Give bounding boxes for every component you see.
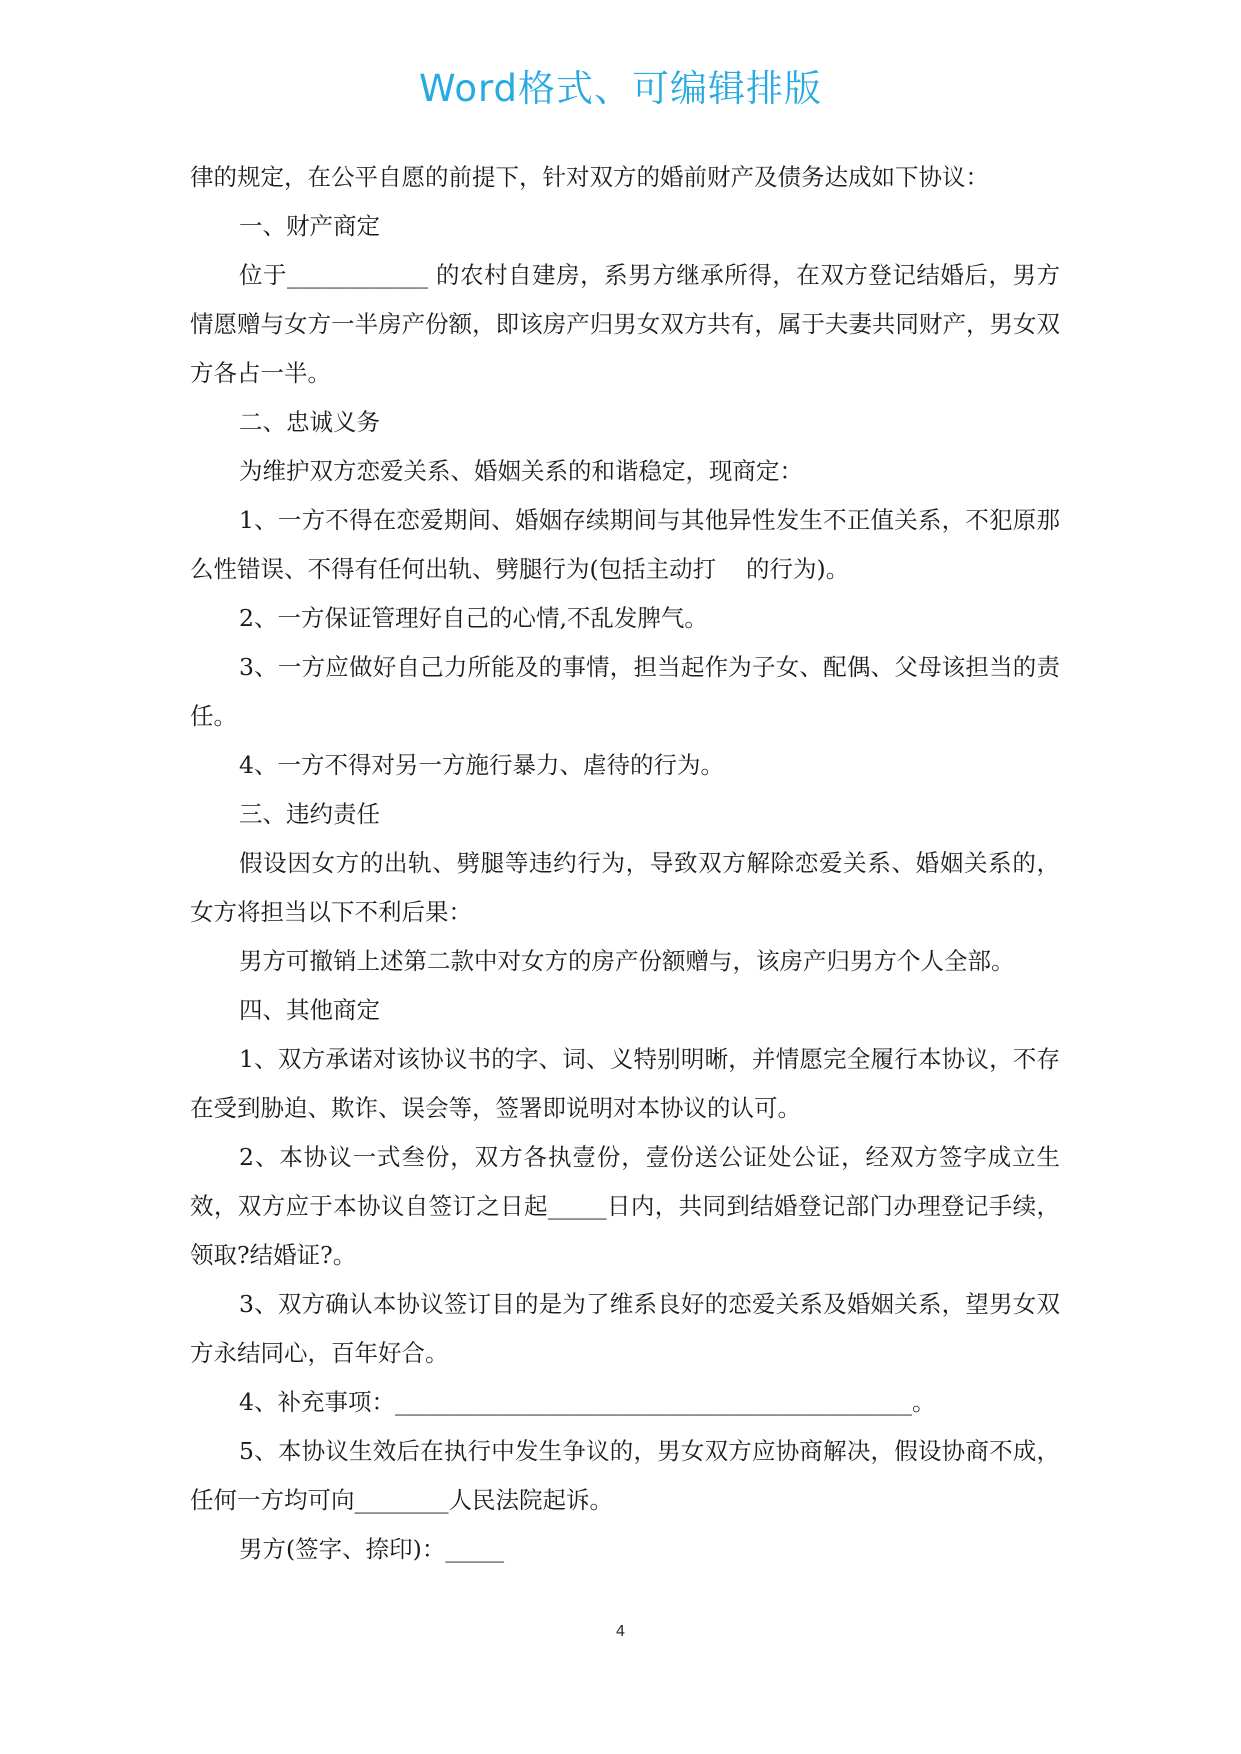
clause: 3、一方应做好自己力所能及的事情，担当起作为子女、配偶、父母该担当的责任。: [190, 653, 1060, 730]
clause: 4、补充事项：____________________________________________。: [239, 1388, 936, 1416]
section-heading: 一、财产商定: [239, 212, 380, 240]
paragraph: 位于____________ 的农村自建房，系男方继承所得，在双方登记结婚后，男方情愿赠与女方一半房产份额，即该房产归男女双方共有，属于夫妻共同财产，男女双方各占一半。: [190, 261, 1060, 387]
paragraph: 为维护双方恋爱关系、婚姻关系的和谐稳定，现商定：: [239, 457, 803, 485]
section-heading: 三、违约责任: [239, 800, 380, 828]
section-heading: 四、其他商定: [239, 996, 380, 1024]
paragraph: 男方可撤销上述第二款中对女方的房产份额赠与，该房产归男方个人全部。: [239, 947, 1015, 975]
page-number: 4: [615, 1622, 626, 1640]
section-heading: 二、忠诚义务: [239, 408, 380, 436]
document-body: [190, 153, 1060, 1574]
clause: 1、双方承诺对该协议书的字、词、义特别明晰，并情愿完全履行本协议，不存在受到胁迫、欺诈、误会等，签署即说明对本协议的认可。: [190, 1045, 1060, 1122]
clause: 3、双方确认本协议签订目的是为了维系良好的恋爱关系及婚姻关系，望男女双方永结同心，百年好合。: [190, 1290, 1060, 1367]
signature-line: 男方(签字、捺印)：_____: [239, 1535, 505, 1563]
paragraph: 律的规定，在公平自愿的前提下，针对双方的婚前财产及债务达成如下协议：: [190, 163, 989, 191]
clause: 1、一方不得在恋爱期间、婚姻存续期间与其他异性发生不正值关系，不犯原那么性错误、不得有任何出轨、劈腿行为(包括主动打 的行为)。: [190, 506, 1060, 583]
paragraph: 假设因女方的出轨、劈腿等违约行为，导致双方解除恋爱关系、婚姻关系的，女方将担当以下不利后果：: [190, 849, 1060, 926]
clause: 2、本协议一式叁份，双方各执壹份，壹份送公证处公证，经双方签字成立生效，双方应于本协议自签订之日起_____日内，共同到结婚登记部门办理登记手续，领取?结婚证?。: [190, 1143, 1060, 1269]
clause: 4、一方不得对另一方施行暴力、虐待的行为。: [239, 751, 724, 779]
clause: 2、一方保证管理好自己的心情,不乱发脾气。: [239, 604, 708, 632]
page-header-title: Word格式、可编辑排版: [418, 67, 823, 110]
clause: 5、本协议生效后在执行中发生争议的，男女双方应协商解决，假设协商不成，任何一方均可向________人民法院起诉。: [190, 1437, 1060, 1514]
